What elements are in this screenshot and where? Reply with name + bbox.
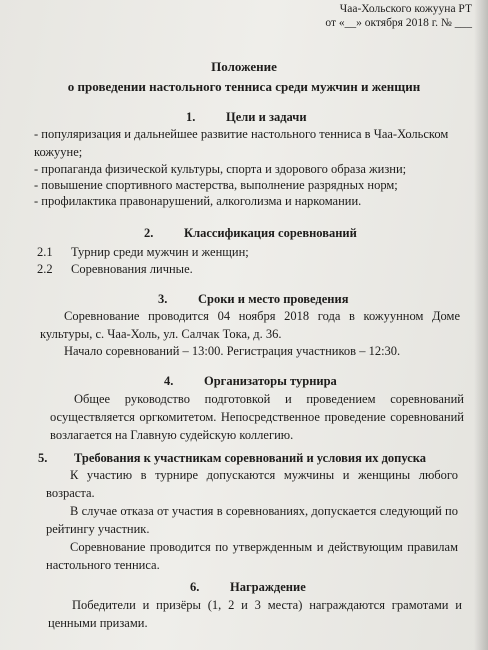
item-number: 2.2 [37,262,53,276]
section-title: Организаторы турнира [204,374,337,388]
paragraph: Начало соревнований – 13:00. Регистрация участников – 12:30. [64,344,401,358]
section-number: 3. [158,292,168,306]
section-number: 2. [144,226,154,240]
paragraph: В случае отказа от участия в соревнованиях, допускается следующий по рейтингу участник. [46,504,458,536]
section-4-heading [164,374,337,389]
header-organization: Чаа-Хольского кожууна РТ [339,3,472,15]
section-number: 6. [190,580,200,594]
section-title: Классификация соревнований [184,226,357,240]
section-title: Сроки и место проведения [198,292,349,306]
section-2-heading [144,226,357,241]
title-subtitle: о проведении настольного тенниса среди мужчин и женщин [67,79,421,94]
paragraph: Победители и призёры (1, 2 и 3 места) награждаются грамотами и ценными призами. [48,598,462,630]
document-header [325,2,472,30]
section-3-heading [158,292,348,307]
document-title [0,57,488,97]
title-main: Положение [211,59,277,74]
list-item: - пропаганда физической культуры, спорта и здорового образа жизни; [34,162,407,176]
item-text: Соревнования личные. [71,262,193,276]
section-number: 5. [38,451,48,465]
item-text: Турнир среди мужчин и женщин; [71,245,249,259]
paragraph: К участию в турнире допускаются мужчины и женщины любого возраста. [46,468,458,500]
section-number: 1. [186,110,196,124]
paragraph: Соревнование проводится 04 ноября 2018 года в кожуунном Доме культуры, с. Чаа-Холь, ул. Салчак Тока, д. 36. [40,309,460,341]
section-title: Требования к участникам соревнований и условия их допуска [74,451,427,465]
header-date-number: от «__» октября 2018 г. № ___ [325,17,472,29]
section-1-heading [186,110,307,125]
list-item: кожууне; [34,145,83,159]
list-item: - популяризация и дальнейшее развитие настольного тенниса в Чаа-Хольском [34,127,449,141]
section-6-heading [190,580,306,595]
paragraph: Соревнование проводится по утвержденным и действующим правилам настольного тенниса. [46,540,458,572]
section-5-heading [38,451,426,466]
section-title: Награждение [230,580,306,594]
section-number: 4. [164,374,174,388]
list-item: - повышение спортивного мастерства, выполнение разрядных норм; [34,178,398,192]
list-item [37,261,193,277]
section-title: Цели и задачи [226,110,307,124]
list-item [37,244,249,260]
list-item: - профилактика правонарушений, алкоголизма и наркомании. [34,194,362,208]
paragraph: Общее руководство подготовкой и проведением соревнований осуществляется оргкомитетом. Непосредственное проведение соревнований возлагается на Главную судейскую коллегию. [50,392,464,442]
item-number: 2.1 [37,245,53,259]
